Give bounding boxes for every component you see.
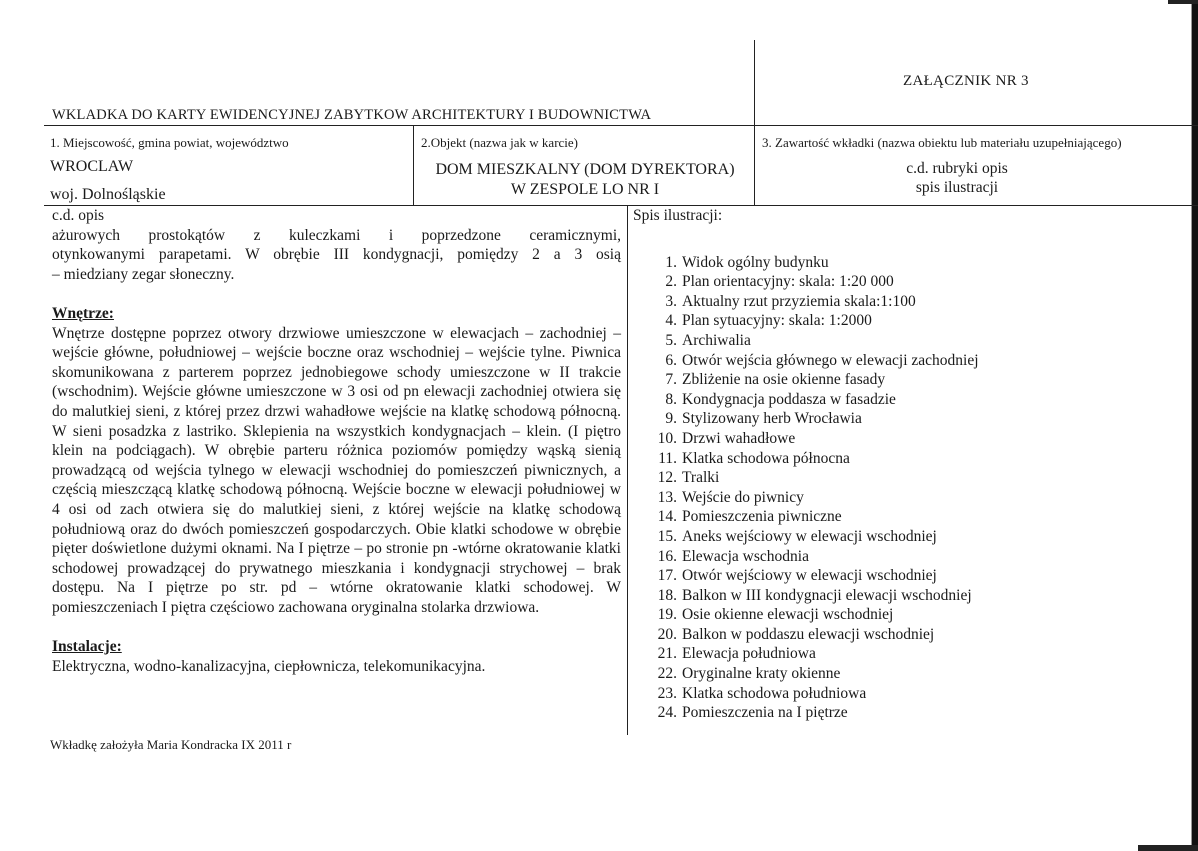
illustration-item: [633, 311, 1153, 331]
illustration-number: 22.: [657, 665, 677, 683]
illustration-text: Balkon w poddaszu elewacji wschodniej: [682, 625, 935, 643]
installations-heading: Instalacje:: [52, 638, 122, 656]
illustration-text: Zbliżenie na osie okienne fasady: [682, 371, 886, 389]
illustration-item: [633, 566, 1153, 586]
contents-line2: spis ilustracji: [915, 179, 999, 196]
illustration-text: Plan sytuacyjny: skala: 1:2000: [682, 312, 872, 330]
illustration-number: 10.: [657, 429, 677, 447]
illustration-item: [633, 468, 1153, 488]
object-label: 2.Objekt (nazwa jak w karcie): [421, 135, 579, 150]
description-line: – miedziany zegar słoneczny.: [52, 265, 235, 283]
illustration-item: [633, 527, 1153, 547]
object-name-line2: W ZESPOLE LO NR I: [510, 181, 660, 198]
contents-label: 3. Zawartość wkładki (nazwa obiektu lub materiału uzupełniającego): [762, 135, 1122, 150]
illustration-text: Kondygnacja poddasza w fasadzie: [682, 390, 896, 408]
illustration-number: 8.: [665, 390, 677, 408]
illustration-item: [633, 272, 1153, 292]
illustration-text: Aktualny rzut przyziemia skala:1:100: [682, 292, 916, 310]
illustration-item: [633, 409, 1153, 429]
illustration-number: 20.: [657, 625, 677, 643]
description-column: [52, 206, 621, 676]
illustration-item: [633, 390, 1153, 410]
scan-edge: [1192, 0, 1198, 851]
illustration-number: 7.: [665, 371, 677, 389]
illustration-item: [633, 644, 1153, 664]
illustration-number: 11.: [658, 449, 677, 467]
description-line: otynkowanymi parapetami. W obrębie III kondygnacji, pomiędzy 2 a 3 osią: [52, 246, 621, 264]
document-title: WKLADKA DO KARTY EWIDENCYJNEJ ZABYTKOW ARCHITEKTURY I BUDOWNICTWA: [52, 107, 652, 123]
description-intro-label: c.d. opis: [52, 207, 105, 224]
illustration-text: Widok ogólny budynku: [682, 253, 829, 271]
illustration-text: Oryginalne kraty okienne: [682, 665, 841, 683]
illustration-number: 16.: [657, 547, 677, 565]
illustration-number: 15.: [657, 527, 677, 545]
illustration-item: [633, 331, 1153, 351]
illustration-text: Pomieszczenia na I piętrze: [682, 704, 848, 722]
rule-top: [44, 125, 1198, 126]
description-line: ażurowych prostokątów z kuleczkami i poprzedzone ceramicznymi,: [52, 226, 621, 244]
illustration-text: Otwór wejścia głównego w elewacji zachodniej: [682, 351, 979, 369]
illustration-number: 19.: [657, 606, 677, 624]
illustration-item: [633, 292, 1153, 312]
illustration-text: Osie okienne elewacji wschodniej: [682, 606, 894, 624]
illustration-item: [633, 684, 1153, 704]
illustration-number: 1.: [665, 253, 677, 271]
object-name: [420, 160, 750, 200]
illustration-text: Aneks wejściowy w elewacji wschodniej: [682, 527, 937, 545]
illustration-item: [633, 507, 1153, 527]
illustration-item: [633, 586, 1153, 606]
illustration-item: [633, 664, 1153, 684]
contents-line1: c.d. rubryki opis: [906, 160, 1008, 177]
illustration-item: [633, 449, 1153, 469]
illustration-number: 14.: [657, 508, 677, 526]
illustration-text: Plan orientacyjny: skala: 1:20 000: [682, 273, 894, 291]
illustration-item: [633, 547, 1153, 567]
illustration-number: 21.: [657, 645, 677, 663]
illustration-number: 13.: [657, 488, 677, 506]
illustration-text: Pomieszczenia piwniczne: [682, 508, 842, 526]
illustration-number: 23.: [657, 684, 677, 702]
illustration-item: [633, 370, 1153, 390]
author-note: Wkładkę założyła Maria Kondracka IX 2011 r: [50, 737, 292, 752]
illustration-text: Tralki: [682, 469, 720, 487]
location-label: 1. Miejscowość, gmina powiat, województwo: [50, 135, 289, 150]
illustration-number: 6.: [665, 351, 677, 369]
illustration-number: 18.: [657, 586, 677, 604]
illustration-item: [633, 625, 1153, 645]
scan-edge-top: [1168, 0, 1198, 4]
illustration-number: 24.: [657, 704, 677, 722]
illustration-text: Elewacja południowa: [682, 645, 816, 663]
rule-vertical-body: [627, 205, 628, 735]
scan-edge-line: [1191, 0, 1192, 851]
contents-value: [762, 159, 1152, 197]
scan-edge-bottom: [1138, 845, 1198, 851]
illustration-text: Wejście do piwnicy: [682, 488, 804, 506]
illustration-text: Stylizowany herb Wrocławia: [682, 410, 862, 428]
illustration-item: [633, 253, 1153, 273]
illustration-number: 4.: [665, 312, 677, 330]
rule-vertical-col1: [413, 125, 414, 206]
illustration-number: 12.: [657, 469, 677, 487]
rule-vertical-main: [754, 40, 755, 206]
illustration-item: [633, 429, 1153, 449]
illustration-text: Otwór wejściowy w elewacji wschodniej: [682, 567, 937, 585]
illustration-text: Drzwi wahadłowe: [682, 429, 796, 447]
object-name-line1: DOM MIESZKALNY (DOM DYREKTORA): [435, 161, 735, 178]
location-province: woj. Dolnośląskie: [50, 186, 166, 203]
illustrations-column: [633, 206, 1153, 723]
illustration-text: Klatka schodowa południowa: [682, 684, 867, 702]
illustrations-list: [633, 253, 1153, 723]
installations-text: Elektryczna, wodno-kanalizacyjna, ciepłownicza, telekomunikacyjna.: [52, 657, 486, 675]
illustration-number: 5.: [665, 331, 677, 349]
illustration-text: Klatka schodowa północna: [682, 449, 850, 467]
illustration-number: 2.: [665, 273, 677, 291]
illustrations-title: Spis ilustracji:: [633, 207, 723, 224]
annex-number: ZAŁĄCZNIK NR 3: [903, 73, 1029, 89]
illustration-number: 9.: [665, 410, 677, 428]
interior-heading: Wnętrze:: [52, 304, 114, 322]
illustration-number: 3.: [665, 292, 677, 310]
illustration-text: Archiwalia: [682, 331, 751, 349]
interior-text: Wnętrze dostępne poprzez otwory drzwiowe umieszczone w elewacjach – zachodniej – wejście główne, południowej – wejście boczne oraz wschodniej – wejście tylne. Piwnica skomunikowana z parterem poprzez jednobiegowe schody umieszczone w II trakcie (wschodnim). Wejście główne umieszczone w 3 osi od pn elewacji zachodniej otwiera się do malutkiej sieni, z której przez drzwi wahadłowe wejście na klatkę schodową północną. W sieni posadzka z lastriko. Sklepienia na wszystkich kondygnacjach – klein. (I piętro klein na podciągach). W obrębie parteru różnica poziomów pomiędzy wąską sienią prowadzącą od wejścia tylnego w elewacji wschodniej do pomieszczeń piwnicznych, a częścią mieszczącą klatkę schodową północną. Wejście boczne w elewacji południowej w 4 osi od zach otwiera się do malutkiej sieni, z której wejście na klatkę schodową południową oraz do dwóch pomieszczeń gospodarczych. Obie klatki schodowe w obrębie pięter doświetlone dużymi oknami. Na I piętrze – po stronie pn -wtórne okratowanie klatki schodowej prowadzącej do prywatnego mieszkania i kondygnacji strychowej – brak dostępu. Na I piętrze po str. pd – wtórne okratowanie klatki schodowej. W pomieszczeniach I piętra częściowo zachowana oryginalna stolarka drzwiowa.: [52, 324, 621, 616]
illustration-item: [633, 351, 1153, 371]
location-town: WROCLAW: [50, 158, 134, 175]
illustration-item: [633, 488, 1153, 508]
illustration-text: Balkon w III kondygnacji elewacji wschodniej: [682, 586, 972, 604]
illustration-number: 17.: [657, 567, 677, 585]
illustration-item: [633, 703, 1153, 723]
illustration-item: [633, 605, 1153, 625]
illustration-text: Elewacja wschodnia: [682, 547, 809, 565]
